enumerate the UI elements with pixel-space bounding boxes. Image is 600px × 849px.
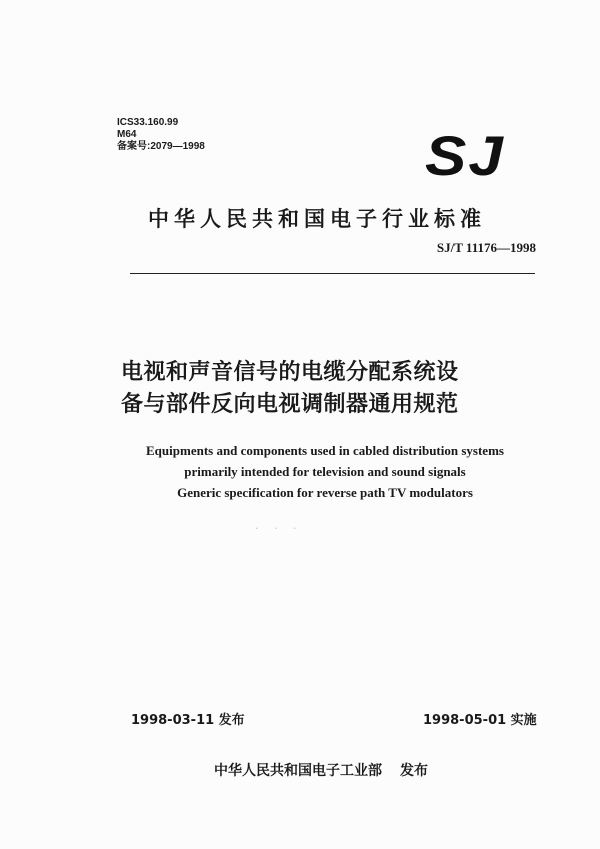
class-code: M64 <box>117 129 137 140</box>
english-title-line: Equipments and components used in cabled distribution systems <box>146 443 504 458</box>
record-number: 备案号:2079—1998 <box>117 141 205 152</box>
agency-heading: 中华人民共和国电子行业标准 <box>148 207 486 231</box>
chinese-title-line: 备与部件反向电视调制器通用规范 <box>121 392 459 417</box>
scan-artifact: · · · <box>255 522 303 535</box>
chinese-title-line: 电视和声音信号的电缆分配系统设 <box>121 360 459 385</box>
chinese-title <box>121 357 551 421</box>
english-title <box>0 440 600 503</box>
publisher-action: 发布 <box>400 763 428 779</box>
english-title-line: Generic specification for reverse path TV modulators <box>177 485 473 500</box>
publisher-line <box>214 760 428 780</box>
english-title-line: primarily intended for television and sound signals <box>184 464 466 479</box>
publisher-name: 中华人民共和国电子工业部 <box>214 763 382 779</box>
standard-code: SJ/T 11176—1998 <box>436 240 536 255</box>
sj-logo: SJ <box>425 125 505 188</box>
metadata-block <box>117 117 205 153</box>
implementation-date: 1998-05-01 实施 <box>423 713 537 728</box>
issue-date: 1998-03-11 发布 <box>131 713 245 728</box>
ics-code: ICS33.160.99 <box>117 117 179 128</box>
header-divider <box>130 273 535 274</box>
